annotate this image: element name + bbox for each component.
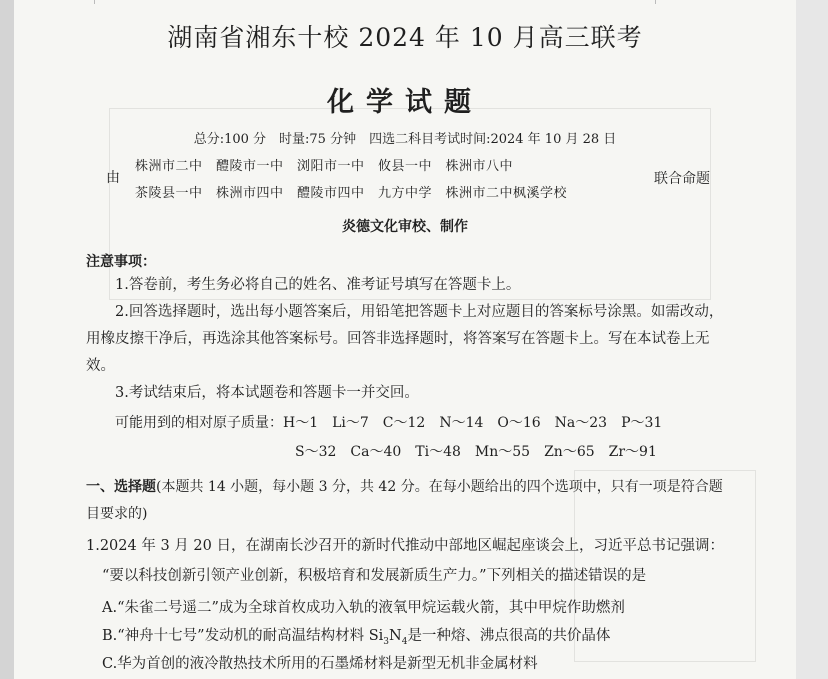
notice-item-1: 1.答卷前，考生务必将自己的姓名、准考证号填写在答题卡上。 [115, 277, 521, 293]
notice-heading: 注意事项： [86, 254, 156, 270]
section-one [86, 474, 736, 528]
section-description: (本题共 14 小题，每小题 3 分，共 42 分。在每小题给出的四个选项中，只有一项是符合题目要求的) [86, 479, 723, 522]
question-1-option-a: A.“朱雀二号遥二”成为全球首枚成功入轨的液氧甲烷运载火箭，其中甲烷作助燃剂 [102, 600, 625, 616]
maker-credit: 炎德文化审校、制作 [342, 219, 468, 235]
atomic-mass-line-1: 可能用到的相对原子质量：H～1 Li～7 C～12 N～14 O～16 Na～23 P～31 [115, 415, 663, 431]
option-b-subscript-2: 4 [401, 636, 408, 647]
schools-line-2: 茶陵县一中 株洲市四中 醴陵市四中 九方中学 株洲市二中枫溪学校 [135, 186, 568, 201]
option-b-subscript-1: 3 [383, 636, 390, 647]
subject-title: 化学试题 [327, 87, 483, 118]
question-1-option-c: C.华为首创的液冷散热技术所用的石墨烯材料是新型无机非金属材料 [102, 656, 538, 672]
exam-info: 总分:100 分 时量:75 分钟 四选二科目考试时间:2024 年 10 月 28 日 [193, 132, 617, 147]
option-b-nitrogen: N [389, 628, 402, 644]
notice-item-3: 3.考试结束后，将本试题卷和答题卡一并交回。 [115, 385, 419, 401]
notice-item-2: 2.回答选择题时，选出每小题答案后，用铅笔把答题卡上对应题目的答案标号涂黑。如需改动，用橡皮擦干净后，再选涂其他答案标号。回答非选择题时，将答案写在答题卡上。写在本试卷上无效。 [86, 304, 724, 374]
question-1-stem-line-2: “要以科技创新引领产业创新，积极培育和发展新质生产力。”下列相关的描述错误的是 [102, 568, 647, 584]
viewer-right-margin [796, 0, 828, 679]
joint-suffix: 联合命题 [654, 171, 710, 187]
page-top-edge [94, 0, 656, 4]
document-page [14, 0, 796, 679]
option-b-text-start: B.“神舟十七号”发动机的耐高温结构材料 Si [102, 628, 384, 644]
option-b-text-end: 是一种熔、沸点很高的共价晶体 [407, 628, 611, 644]
section-label: 一、选择题 [86, 479, 156, 495]
joint-prefix: 由 [106, 170, 120, 186]
question-1-option-b [102, 624, 610, 647]
question-1-stem-line-1: 1.2024 年 3 月 20 日，在湖南长沙召开的新时代推动中部地区崛起座谈会上，习近平总书记强调： [86, 538, 724, 554]
schools-line-1: 株洲市二中 醴陵市一中 浏阳市一中 攸县一中 株洲市八中 [135, 159, 514, 174]
exam-title: 湖南省湘东十校 2024 年 10 月高三联考 [167, 23, 643, 52]
atomic-mass-line-2: S～32 Ca～40 Ti～48 Mn～55 Zn～65 Zr～91 [295, 444, 657, 460]
